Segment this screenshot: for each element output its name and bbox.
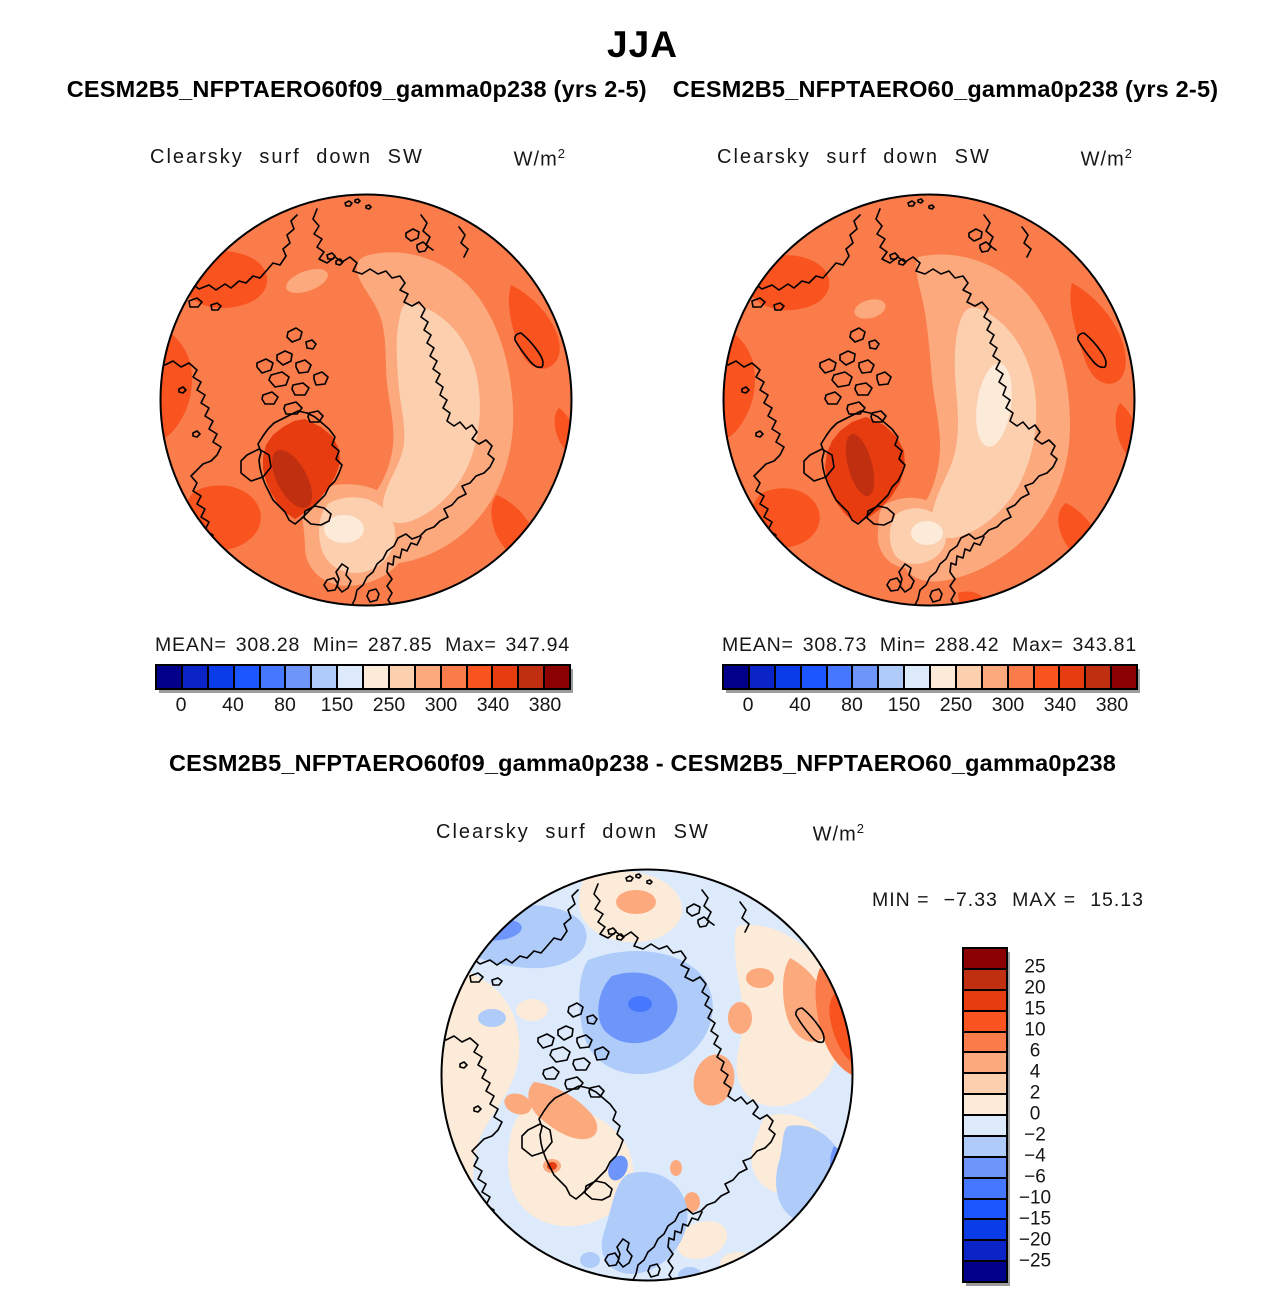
- mean-value-left: 308.28: [235, 634, 301, 656]
- diff-min-value: −7.33: [943, 889, 998, 911]
- colorbar-tick-label: 0: [175, 694, 187, 716]
- max-label-left: Max=: [445, 634, 497, 656]
- colorbar-right: [722, 664, 1138, 690]
- colorbar-tick-label: 300: [991, 694, 1025, 716]
- polar-map-left: [159, 193, 573, 607]
- colorbar-tick-label: 250: [939, 694, 973, 716]
- colorbar-tick-label: 40: [789, 694, 811, 716]
- colorbar-segment: [724, 666, 748, 688]
- colorbar-tick-label: 0: [742, 694, 754, 716]
- max-value-left: 347.94: [505, 634, 570, 656]
- colorbar-segment: [284, 666, 310, 688]
- colorbar-ticks-diff: [1012, 947, 1058, 1283]
- figure-title: JJA: [607, 24, 678, 65]
- colorbar-segment: [964, 1031, 1006, 1052]
- colorbar-segment: [964, 989, 1006, 1010]
- map-panel-right: [722, 193, 1136, 612]
- min-value-right: 288.42: [934, 634, 1000, 656]
- colorbar-segment: [1058, 666, 1084, 688]
- colorbar-ticks-left: [155, 694, 571, 718]
- colorbar-segment: [964, 1093, 1006, 1114]
- colorbar-tick-label: 2: [1029, 1082, 1041, 1104]
- colorbar-tick-label: 25: [1024, 956, 1046, 978]
- colorbar-segment: [964, 1239, 1006, 1260]
- colorbar-tick-label: −10: [1018, 1187, 1052, 1209]
- colorbar-segment: [362, 666, 388, 688]
- colorbar-segment: [310, 666, 336, 688]
- units-right: $W/m^2$: [1080, 146, 1132, 171]
- mean-value-right: 308.73: [802, 634, 868, 656]
- colorbar-segment: [748, 666, 774, 688]
- colorbar-segment: [964, 1051, 1006, 1072]
- colorbar-segment: [955, 666, 981, 688]
- colorbar-tick-label: 150: [887, 694, 921, 716]
- colorbar-tick-label: 4: [1029, 1061, 1041, 1083]
- colorbar-tick-label: −25: [1018, 1250, 1052, 1272]
- colorbar-tick-label: −20: [1018, 1229, 1052, 1251]
- colorbar-segment: [259, 666, 285, 688]
- map-panel-left: [159, 193, 573, 612]
- min-label-right: Min=: [879, 634, 926, 656]
- colorbar-tick-label: 15: [1024, 998, 1046, 1020]
- colorbar-tick-label: 150: [320, 694, 354, 716]
- units-diff: $W/m^2$: [812, 821, 864, 846]
- colorbar-segment: [466, 666, 492, 688]
- colorbar-segment: [157, 666, 181, 688]
- stats-left: [155, 634, 570, 657]
- run-title-right: CESM2B5_NFPTAERO60_gamma0p238 (yrs 2-5): [672, 76, 1219, 102]
- field-title-row-left: [150, 146, 565, 172]
- colorbar-tick-label: −4: [1024, 1145, 1046, 1167]
- colorbar-tick-label: 340: [476, 694, 510, 716]
- colorbar-tick-label: 80: [841, 694, 863, 716]
- colorbar-segment: [1007, 666, 1033, 688]
- diff-max-value: 15.13: [1090, 889, 1144, 911]
- map-panel-diff: [440, 868, 854, 1287]
- colorbar-segment: [929, 666, 955, 688]
- colorbar-tick-label: 6: [1029, 1040, 1041, 1062]
- colorbar-segment: [1033, 666, 1059, 688]
- colorbar-tick-label: 380: [528, 694, 562, 716]
- diff-minmax: [872, 889, 1144, 912]
- colorbar-segment: [1084, 666, 1110, 688]
- colorbar-segment: [414, 666, 440, 688]
- stats-right: [722, 634, 1137, 657]
- mean-label-left: MEAN=: [155, 634, 227, 656]
- colorbar-tick-label: −2: [1024, 1124, 1046, 1146]
- run-titles-row: [0, 76, 1285, 103]
- colorbar-segment: [181, 666, 207, 688]
- colorbar-segment: [388, 666, 414, 688]
- polar-map-right: [722, 193, 1136, 607]
- max-value-right: 343.81: [1072, 634, 1137, 656]
- colorbar-segment: [964, 1114, 1006, 1135]
- colorbar-tick-label: −6: [1024, 1166, 1046, 1188]
- max-label-right: Max=: [1012, 634, 1064, 656]
- colorbar-segment: [517, 666, 543, 688]
- colorbar-segment: [964, 1218, 1006, 1239]
- colorbar-segment: [964, 1010, 1006, 1031]
- colorbar-left: [155, 664, 571, 690]
- field-title-diff: Clearsky surf down SW: [436, 821, 710, 843]
- colorbar-segment: [903, 666, 929, 688]
- min-value-left: 287.85: [367, 634, 433, 656]
- colorbar-segment: [851, 666, 877, 688]
- colorbar-segment: [800, 666, 826, 688]
- diff-max-label: MAX =: [1012, 889, 1077, 911]
- colorbar-tick-label: 20: [1024, 977, 1046, 999]
- colorbar-segment: [543, 666, 569, 688]
- colorbar-segment: [964, 1156, 1006, 1177]
- colorbar-tick-label: −15: [1018, 1208, 1052, 1230]
- colorbar-segment: [877, 666, 903, 688]
- colorbar-tick-label: 80: [274, 694, 296, 716]
- colorbar-segment: [774, 666, 800, 688]
- diff-title: CESM2B5_NFPTAERO60f09_gamma0p238 - CESM2B5_NFPTAERO60_gamma0p238: [168, 750, 1117, 776]
- colorbar-tick-label: 10: [1024, 1019, 1046, 1041]
- units-left: $W/m^2$: [513, 146, 565, 171]
- field-title-row-right: [717, 146, 1132, 172]
- colorbar-ticks-right: [722, 694, 1138, 718]
- colorbar-segment: [964, 1177, 1006, 1198]
- run-title-left: CESM2B5_NFPTAERO60f09_gamma0p238 (yrs 2-5): [66, 76, 647, 102]
- colorbar-segment: [981, 666, 1007, 688]
- colorbar-tick-label: 380: [1095, 694, 1129, 716]
- diff-min-label: MIN =: [872, 889, 930, 911]
- colorbar-segment: [964, 949, 1006, 968]
- colorbar-tick-label: 40: [222, 694, 244, 716]
- colorbar-segment: [964, 968, 1006, 989]
- field-title-row-diff: [436, 821, 864, 847]
- colorbar-tick-label: 300: [424, 694, 458, 716]
- colorbar-segment: [964, 1260, 1006, 1281]
- field-title-right: Clearsky surf down SW: [717, 146, 991, 168]
- colorbar-tick-label: 250: [372, 694, 406, 716]
- field-title-left: Clearsky surf down SW: [150, 146, 424, 168]
- colorbar-segment: [964, 1198, 1006, 1219]
- polar-map-diff: [440, 868, 854, 1282]
- colorbar-segment: [491, 666, 517, 688]
- colorbar-segment: [826, 666, 852, 688]
- colorbar-diff: [962, 947, 1008, 1283]
- colorbar-segment: [336, 666, 362, 688]
- colorbar-tick-label: 340: [1043, 694, 1077, 716]
- min-label-left: Min=: [312, 634, 359, 656]
- colorbar-segment: [964, 1135, 1006, 1156]
- colorbar-segment: [233, 666, 259, 688]
- colorbar-segment: [1110, 666, 1136, 688]
- colorbar-tick-label: 0: [1029, 1103, 1041, 1125]
- colorbar-segment: [964, 1072, 1006, 1093]
- mean-label-right: MEAN=: [722, 634, 794, 656]
- colorbar-segment: [207, 666, 233, 688]
- colorbar-segment: [440, 666, 466, 688]
